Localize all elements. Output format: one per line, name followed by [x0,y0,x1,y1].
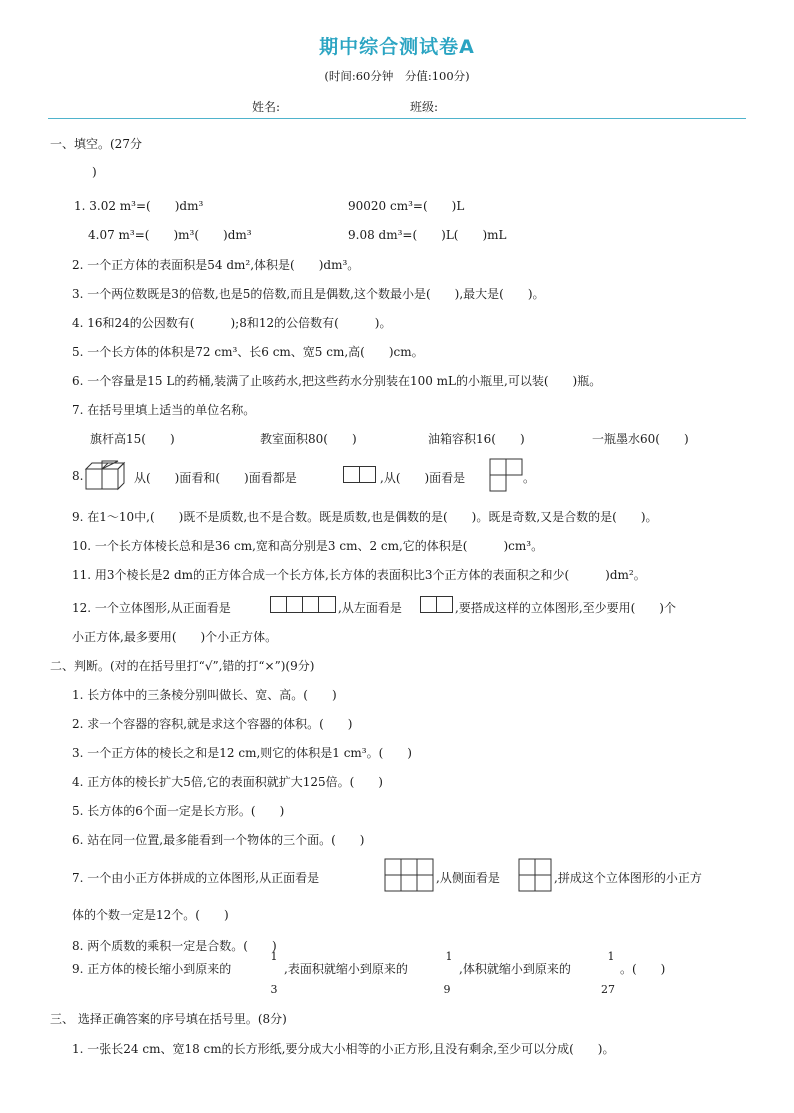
q12-front-view [270,596,336,613]
judge-item-2: 2. 求一个容器的容积,就是求这个容器的体积。( ) [72,717,353,731]
judge-item-1: 1. 长方体中的三条棱分别叫做长、宽、高。( ) [72,688,337,702]
judge-q7-part-2: ,从侧面看是 [436,871,500,885]
fraction-1-denominator: 3 [270,983,278,996]
choice-question-1: 1. 一张长24 cm、宽18 cm的长方形纸,要分成大小相等的小正方形,且没有剩余,至少可以分成( )。 [72,1042,615,1056]
q12-left-view [420,596,453,613]
q8-two-square-view [343,466,376,483]
judge-q7-part-3: ,拼成这个立体图形的小正方 [554,871,702,885]
q1a-right: 90020 cm³=( )L [348,199,465,213]
fraction-2-numerator: 1 [445,950,453,963]
question-9: 9. 在1～10中,( )既不是质数,也不是合数。既是质数,也是偶数的是( )。既是奇数,又是合数的是( )。 [72,510,658,524]
judge-q9-part-3: ,体积就缩小到原来的 [459,962,571,976]
q12-part-3: ,要搭成这样的立体图形,至少要用( )个 [455,601,676,615]
judge-item-3: 3. 一个正方体的棱长之和是12 cm,则它的体积是1 cm³。( ) [72,746,412,760]
section1-heading: 一、填空。(27分 [50,137,142,151]
header-divider [48,118,746,119]
question-7: 7. 在括号里填上适当的单位名称。 [72,403,256,417]
q8-part-2: ,从( )面看是 [380,471,466,485]
q12-cont: 小正方体,最多要用( )个小正方体。 [72,630,278,644]
fraction-2-denominator: 9 [443,983,451,996]
cube-stack-figure [84,459,132,491]
fraction-3-numerator: 1 [607,950,615,963]
section1-heading-cont: ) [92,165,97,179]
q8-number: 8. [72,469,84,483]
q1b-right: 9.08 dm³=( )L( )mL [348,228,507,242]
question-3: 3. 一个两位数既是3的倍数,也是5的倍数,而且是偶数,这个数最小是( ),最大是( )。 [72,287,545,301]
q12-part-1: 12. 一个立体图形,从正面看是 [72,601,231,615]
section2-heading: 二、判断。(对的在括号里打“√”,错的打“×”)(9分) [50,659,315,673]
q7-item-4: 一瓶墨水60( ) [592,432,689,446]
fraction-1-numerator: 1 [270,950,278,963]
question-6: 6. 一个容量是15 L的药桶,装满了止咳药水,把这些药水分别装在100 mL的小瓶里,可以装( )瓶。 [72,374,602,388]
question-2: 2. 一个正方体的表面积是54 dm²,体积是( )dm³。 [72,258,360,272]
q12-part-2: ,从左面看是 [338,601,402,615]
q1b-left: 4.07 m³=( )m³( )dm³ [88,228,252,242]
name-label: 姓名: [252,100,281,114]
judge-q9-part-1: 9. 正方体的棱长缩小到原来的 [72,962,232,976]
question-10: 10. 一个长方体棱长总和是36 cm,宽和高分别是3 cm、2 cm,它的体积是( )cm³。 [72,539,544,553]
fraction-3-denominator: 27 [601,983,615,996]
q8-part-3: 。 [523,471,536,485]
q7-item-3: 油箱容积16( ) [428,432,525,446]
judge-item-4: 4. 正方体的棱长扩大5倍,它的表面积就扩大125倍。( ) [72,775,383,789]
question-5: 5. 一个长方体的体积是72 cm³、长6 cm、宽5 cm,高( )cm。 [72,345,424,359]
q1a-left: 1. 3.02 m³=( )dm³ [74,199,204,213]
judge-q7-cont: 体的个数一定是12个。( ) [72,908,229,922]
judge-q9-part-2: ,表面积就缩小到原来的 [284,962,408,976]
q7-item-2: 教室面积80( ) [260,432,357,446]
judge-q7-part-1: 7. 一个由小正方体拼成的立体图形,从正面看是 [72,871,320,885]
page-title: 期中综合测试卷A [319,36,475,58]
judge-item-6: 6. 站在同一位置,最多能看到一个物体的三个面。( ) [72,833,365,847]
question-11: 11. 用3个棱长是2 dm的正方体合成一个长方体,长方体的表面积比3个正方体的表面积之和少( )dm²。 [72,568,646,582]
question-4: 4. 16和24的公因数有( );8和12的公倍数有( )。 [72,316,392,330]
exam-info: (时间:60分钟 分值:100分) [324,69,470,83]
q7-item-1: 旗杆高15( ) [90,432,175,446]
class-label: 班级: [410,100,439,114]
judge-q7-front-view [384,858,434,892]
q8-part-1: 从( )面看和( )面看都是 [134,471,297,485]
judge-item-5: 5. 长方体的6个面一定是长方形。( ) [72,804,285,818]
section3-heading: 三、 选择正确答案的序号填在括号里。(8分) [50,1012,287,1026]
q8-l-shape-view [489,458,523,492]
judge-q7-side-view [518,858,552,892]
judge-item-8: 8. 两个质数的乘积一定是合数。( ) [72,939,277,953]
judge-q9-part-4: 。( ) [620,962,666,976]
